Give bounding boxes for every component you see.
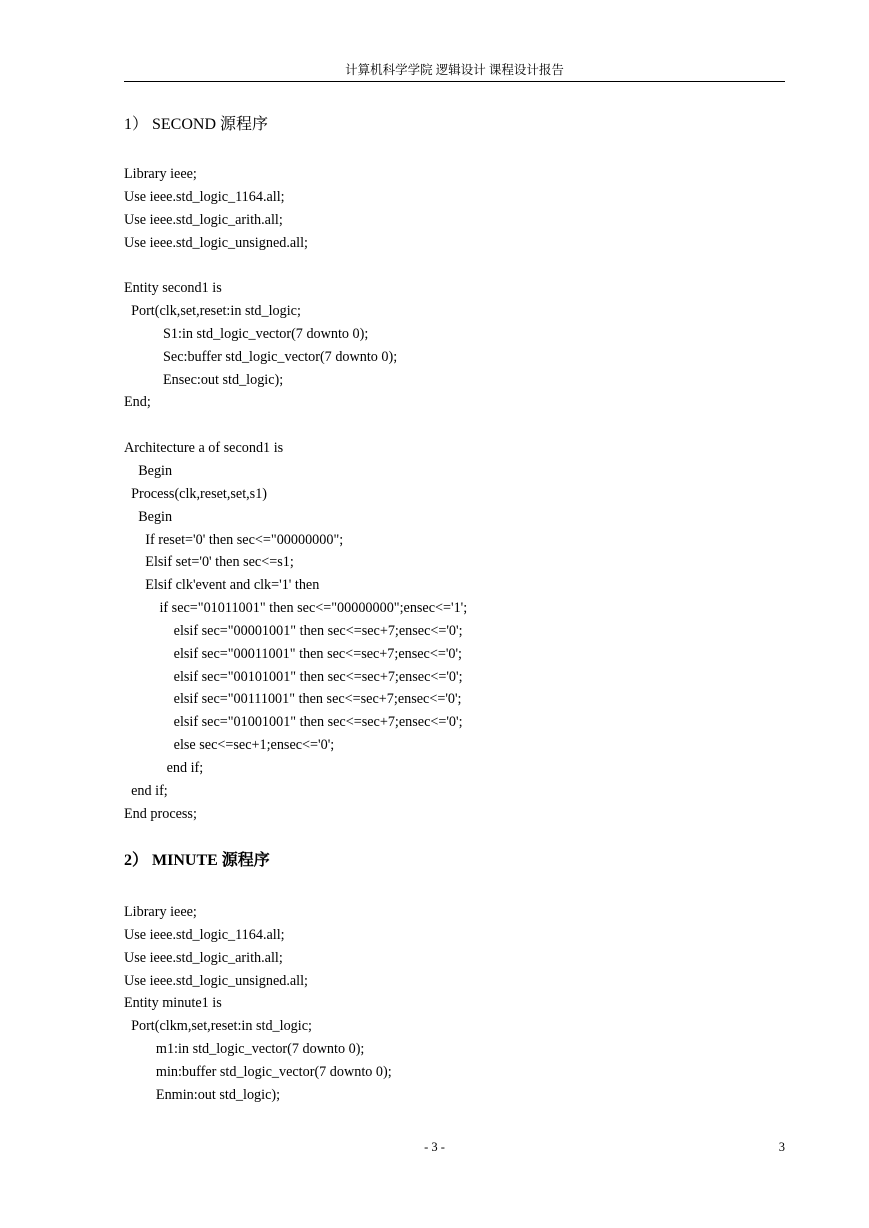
code-line: Ensec:out std_logic); bbox=[124, 371, 284, 388]
code-line: if sec="01011001" then sec<="00000000";ensec<='1'; bbox=[124, 600, 468, 617]
code-line: min:buffer std_logic_vector(7 downto 0); bbox=[124, 1063, 392, 1080]
code-line: Process(clk,reset,set,s1) bbox=[124, 485, 268, 502]
code-block-minute bbox=[124, 901, 392, 1107]
page-footer-label: - 3 - bbox=[424, 1140, 445, 1154]
code-line bbox=[124, 254, 467, 277]
code-line: m1:in std_logic_vector(7 downto 0); bbox=[124, 1041, 365, 1058]
code-line: Elsif clk'event and clk='1' then bbox=[124, 577, 320, 594]
code-line: Port(clk,set,reset:in std_logic; bbox=[124, 303, 301, 320]
code-line bbox=[124, 414, 467, 437]
section-heading-second: 1） SECOND 源程序 bbox=[124, 116, 269, 133]
code-line: Enmin:out std_logic); bbox=[124, 1086, 281, 1103]
code-line: Entity minute1 is bbox=[124, 995, 222, 1012]
code-line: Library ieee; bbox=[124, 904, 197, 920]
code-line: end if; bbox=[124, 782, 168, 799]
code-line: elsif sec="00101001" then sec<=sec+7;ensec<='0'; bbox=[124, 668, 463, 685]
code-line: Use ieee.std_logic_1164.all; bbox=[124, 188, 285, 205]
code-line: Use ieee.std_logic_unsigned.all; bbox=[124, 972, 309, 989]
code-line: Architecture a of second1 is bbox=[124, 440, 284, 457]
header-rule bbox=[124, 81, 785, 82]
code-line: elsif sec="00001001" then sec<=sec+7;ensec<='0'; bbox=[124, 622, 463, 639]
code-line: Port(clkm,set,reset:in std_logic; bbox=[124, 1018, 312, 1035]
code-line: S1:in std_logic_vector(7 downto 0); bbox=[124, 325, 369, 342]
code-line: elsif sec="00111001" then sec<=sec+7;ensec<='0'; bbox=[124, 691, 462, 708]
code-line: Elsif set='0' then sec<=s1; bbox=[124, 554, 294, 571]
code-line: Sec:buffer std_logic_vector(7 downto 0); bbox=[124, 348, 398, 365]
code-line: else sec<=sec+1;ensec<='0'; bbox=[124, 737, 335, 754]
code-line: End; bbox=[124, 394, 151, 411]
code-line: Use ieee.std_logic_unsigned.all; bbox=[124, 234, 309, 251]
code-line: Begin bbox=[124, 508, 173, 525]
code-line: Use ieee.std_logic_arith.all; bbox=[124, 949, 283, 966]
code-line: Use ieee.std_logic_1164.all; bbox=[124, 926, 285, 943]
code-line: Entity second1 is bbox=[124, 280, 222, 297]
code-line: End process; bbox=[124, 805, 197, 822]
code-block-second bbox=[124, 163, 467, 825]
section-heading-minute: 2） MINUTE 源程序 bbox=[124, 852, 270, 869]
page-number: 3 bbox=[778, 1140, 785, 1154]
code-line: elsif sec="00011001" then sec<=sec+7;ensec<='0'; bbox=[124, 645, 462, 662]
code-line: Library ieee; bbox=[124, 166, 197, 182]
code-line: Begin bbox=[124, 462, 173, 479]
code-line: elsif sec="01001001" then sec<=sec+7;ensec<='0'; bbox=[124, 714, 463, 731]
code-line: end if; bbox=[124, 759, 204, 776]
code-line: Use ieee.std_logic_arith.all; bbox=[124, 211, 283, 228]
page-header: 计算机科学学院 逻辑设计 课程设计报告 bbox=[345, 63, 564, 77]
code-line: If reset='0' then sec<="00000000"; bbox=[124, 531, 344, 548]
